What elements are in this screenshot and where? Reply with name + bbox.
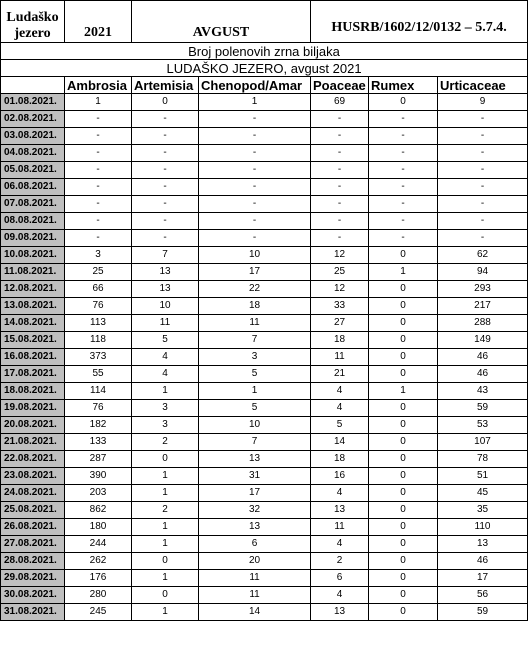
table-row <box>1 536 528 553</box>
value-cell: 35 <box>438 502 528 519</box>
value-cell: 293 <box>438 281 528 298</box>
date-cell: 14.08.2021. <box>1 315 65 332</box>
value-cell: 32 <box>199 502 311 519</box>
table-row <box>1 383 528 400</box>
value-cell: - <box>65 162 132 179</box>
table-row <box>1 604 528 621</box>
value-cell: 0 <box>369 451 438 468</box>
table-row <box>1 434 528 451</box>
value-cell: - <box>369 213 438 230</box>
value-cell: - <box>65 179 132 196</box>
value-cell: 21 <box>311 366 369 383</box>
value-cell: 390 <box>65 468 132 485</box>
value-cell: - <box>132 179 199 196</box>
date-cell: 29.08.2021. <box>1 570 65 587</box>
value-cell: 1 <box>369 264 438 281</box>
value-cell: 11 <box>311 519 369 536</box>
value-cell: 2 <box>132 434 199 451</box>
year-cell: 2021 <box>65 1 132 43</box>
value-cell: - <box>132 128 199 145</box>
date-cell: 26.08.2021. <box>1 519 65 536</box>
value-cell: - <box>369 162 438 179</box>
column-header-row <box>1 77 528 94</box>
value-cell: 12 <box>311 247 369 264</box>
value-cell: - <box>199 213 311 230</box>
value-cell: 1 <box>132 468 199 485</box>
value-cell: - <box>65 128 132 145</box>
value-cell: - <box>438 196 528 213</box>
value-cell: 280 <box>65 587 132 604</box>
value-cell: 4 <box>132 366 199 383</box>
column-header: Urticaceae <box>438 77 528 94</box>
date-cell: 31.08.2021. <box>1 604 65 621</box>
value-cell: - <box>311 213 369 230</box>
value-cell: - <box>369 111 438 128</box>
value-cell: 0 <box>369 366 438 383</box>
value-cell: - <box>369 128 438 145</box>
table-row <box>1 366 528 383</box>
value-cell: 18 <box>199 298 311 315</box>
value-cell: - <box>311 230 369 247</box>
value-cell: 288 <box>438 315 528 332</box>
date-cell: 09.08.2021. <box>1 230 65 247</box>
value-cell: - <box>199 111 311 128</box>
value-cell: 0 <box>369 553 438 570</box>
table-row <box>1 264 528 281</box>
value-cell: 176 <box>65 570 132 587</box>
value-cell: 287 <box>65 451 132 468</box>
value-cell: 1 <box>132 570 199 587</box>
table-row <box>1 485 528 502</box>
value-cell: 46 <box>438 553 528 570</box>
date-cell: 16.08.2021. <box>1 349 65 366</box>
value-cell: - <box>438 111 528 128</box>
value-cell: 114 <box>65 383 132 400</box>
value-cell: - <box>132 162 199 179</box>
value-cell: - <box>438 213 528 230</box>
value-cell: 69 <box>311 94 369 111</box>
value-cell: 0 <box>369 604 438 621</box>
value-cell: 13 <box>199 519 311 536</box>
column-header: Chenopod/Amar <box>199 77 311 94</box>
value-cell: 6 <box>199 536 311 553</box>
value-cell: - <box>199 128 311 145</box>
value-cell: - <box>132 145 199 162</box>
value-cell: 56 <box>438 587 528 604</box>
value-cell: 0 <box>369 587 438 604</box>
value-cell: 59 <box>438 604 528 621</box>
value-cell: - <box>132 213 199 230</box>
value-cell: 113 <box>65 315 132 332</box>
value-cell: 1 <box>132 519 199 536</box>
value-cell: 11 <box>199 587 311 604</box>
value-cell: - <box>65 111 132 128</box>
value-cell: 3 <box>199 349 311 366</box>
value-cell: - <box>199 162 311 179</box>
date-cell: 24.08.2021. <box>1 485 65 502</box>
table-row <box>1 587 528 604</box>
date-cell: 18.08.2021. <box>1 383 65 400</box>
value-cell: 244 <box>65 536 132 553</box>
title-row <box>1 43 528 60</box>
value-cell: 18 <box>311 451 369 468</box>
value-cell: 10 <box>199 247 311 264</box>
table-row <box>1 519 528 536</box>
value-cell: 17 <box>199 264 311 281</box>
value-cell: 0 <box>132 451 199 468</box>
value-cell: 25 <box>311 264 369 281</box>
value-cell: 0 <box>132 553 199 570</box>
value-cell: 13 <box>132 264 199 281</box>
value-cell: 373 <box>65 349 132 366</box>
value-cell: - <box>438 230 528 247</box>
table-row <box>1 298 528 315</box>
value-cell: 1 <box>65 94 132 111</box>
date-cell: 11.08.2021. <box>1 264 65 281</box>
value-cell: 7 <box>132 247 199 264</box>
value-cell: - <box>132 196 199 213</box>
subtitle-row <box>1 60 528 77</box>
value-cell: 17 <box>199 485 311 502</box>
value-cell: 1 <box>199 94 311 111</box>
value-cell: 182 <box>65 417 132 434</box>
table-subtitle: LUDAŠKO JEZERO, avgust 2021 <box>1 60 528 77</box>
date-cell: 10.08.2021. <box>1 247 65 264</box>
table-row <box>1 553 528 570</box>
value-cell: 5 <box>311 417 369 434</box>
date-cell: 23.08.2021. <box>1 468 65 485</box>
date-cell: 30.08.2021. <box>1 587 65 604</box>
table-row <box>1 332 528 349</box>
value-cell: 22 <box>199 281 311 298</box>
value-cell: 1 <box>132 604 199 621</box>
value-cell: 180 <box>65 519 132 536</box>
value-cell: 262 <box>65 553 132 570</box>
value-cell: 203 <box>65 485 132 502</box>
value-cell: - <box>311 128 369 145</box>
value-cell: - <box>65 196 132 213</box>
table-row <box>1 179 528 196</box>
location-line2: jezero <box>14 26 51 41</box>
value-cell: 6 <box>311 570 369 587</box>
value-cell: 10 <box>132 298 199 315</box>
value-cell: 20 <box>199 553 311 570</box>
value-cell: 118 <box>65 332 132 349</box>
table-row <box>1 400 528 417</box>
value-cell: 0 <box>369 570 438 587</box>
document-code: HUSRB/1602/12/0132 – 5.7.4. <box>311 1 528 43</box>
value-cell: 13 <box>438 536 528 553</box>
date-cell: 04.08.2021. <box>1 145 65 162</box>
value-cell: 0 <box>369 502 438 519</box>
location-cell <box>1 1 65 43</box>
value-cell: 0 <box>369 281 438 298</box>
value-cell: 78 <box>438 451 528 468</box>
value-cell: 33 <box>311 298 369 315</box>
value-cell: 11 <box>199 315 311 332</box>
value-cell: 43 <box>438 383 528 400</box>
table-row <box>1 247 528 264</box>
value-cell: - <box>311 162 369 179</box>
date-cell: 06.08.2021. <box>1 179 65 196</box>
value-cell: - <box>311 111 369 128</box>
value-cell: 1 <box>132 536 199 553</box>
value-cell: 51 <box>438 468 528 485</box>
value-cell: 1 <box>132 485 199 502</box>
table-row <box>1 502 528 519</box>
value-cell: 66 <box>65 281 132 298</box>
value-cell: 55 <box>65 366 132 383</box>
value-cell: - <box>199 145 311 162</box>
value-cell: 10 <box>199 417 311 434</box>
value-cell: 53 <box>438 417 528 434</box>
value-cell: 4 <box>311 536 369 553</box>
value-cell: 4 <box>132 349 199 366</box>
date-cell: 15.08.2021. <box>1 332 65 349</box>
table-row <box>1 128 528 145</box>
value-cell: 0 <box>369 315 438 332</box>
value-cell: - <box>438 145 528 162</box>
location-line1: Ludaško <box>6 10 59 25</box>
value-cell: 0 <box>369 247 438 264</box>
value-cell: 0 <box>369 400 438 417</box>
value-cell: 11 <box>311 349 369 366</box>
value-cell: 76 <box>65 400 132 417</box>
value-cell: 133 <box>65 434 132 451</box>
value-cell: 4 <box>311 485 369 502</box>
value-cell: 7 <box>199 434 311 451</box>
value-cell: 7 <box>199 332 311 349</box>
value-cell: - <box>438 179 528 196</box>
value-cell: - <box>199 230 311 247</box>
date-cell: 12.08.2021. <box>1 281 65 298</box>
value-cell: 45 <box>438 485 528 502</box>
value-cell: 217 <box>438 298 528 315</box>
value-cell: 107 <box>438 434 528 451</box>
value-cell: - <box>311 196 369 213</box>
value-cell: 46 <box>438 349 528 366</box>
date-cell: 02.08.2021. <box>1 111 65 128</box>
value-cell: 0 <box>369 434 438 451</box>
value-cell: 0 <box>369 519 438 536</box>
table-row <box>1 315 528 332</box>
value-cell: 13 <box>311 604 369 621</box>
value-cell: 13 <box>199 451 311 468</box>
date-cell: 27.08.2021. <box>1 536 65 553</box>
value-cell: 149 <box>438 332 528 349</box>
value-cell: 0 <box>369 536 438 553</box>
value-cell: 1 <box>369 383 438 400</box>
value-cell: 0 <box>132 94 199 111</box>
value-cell: 25 <box>65 264 132 281</box>
value-cell: - <box>65 230 132 247</box>
value-cell: - <box>438 162 528 179</box>
date-cell: 01.08.2021. <box>1 94 65 111</box>
table-row <box>1 162 528 179</box>
value-cell: - <box>369 196 438 213</box>
table-row <box>1 111 528 128</box>
value-cell: 4 <box>311 587 369 604</box>
date-cell: 13.08.2021. <box>1 298 65 315</box>
value-cell: - <box>369 179 438 196</box>
column-header: Rumex <box>369 77 438 94</box>
table-row <box>1 281 528 298</box>
value-cell: 0 <box>369 332 438 349</box>
value-cell: 12 <box>311 281 369 298</box>
value-cell: - <box>132 111 199 128</box>
value-cell: 5 <box>199 366 311 383</box>
value-cell: - <box>311 179 369 196</box>
header-row <box>1 1 528 43</box>
date-cell: 28.08.2021. <box>1 553 65 570</box>
value-cell: 17 <box>438 570 528 587</box>
date-cell: 17.08.2021. <box>1 366 65 383</box>
table-row <box>1 213 528 230</box>
value-cell: 245 <box>65 604 132 621</box>
value-cell: 94 <box>438 264 528 281</box>
value-cell: 16 <box>311 468 369 485</box>
date-cell: 22.08.2021. <box>1 451 65 468</box>
table-row <box>1 94 528 111</box>
value-cell: - <box>65 145 132 162</box>
value-cell: 13 <box>311 502 369 519</box>
value-cell: 14 <box>199 604 311 621</box>
value-cell: 3 <box>132 400 199 417</box>
value-cell: 46 <box>438 366 528 383</box>
month-cell: AVGUST <box>132 1 311 43</box>
value-cell: - <box>438 128 528 145</box>
value-cell: 2 <box>132 502 199 519</box>
value-cell: - <box>199 179 311 196</box>
value-cell: 5 <box>132 332 199 349</box>
table-row <box>1 451 528 468</box>
value-cell: 11 <box>199 570 311 587</box>
value-cell: 3 <box>65 247 132 264</box>
value-cell: 862 <box>65 502 132 519</box>
value-cell: 1 <box>199 383 311 400</box>
table-title: Broj polenovih zrna biljaka <box>1 43 528 60</box>
table-row <box>1 349 528 366</box>
date-cell: 05.08.2021. <box>1 162 65 179</box>
value-cell: 27 <box>311 315 369 332</box>
date-cell: 19.08.2021. <box>1 400 65 417</box>
value-cell: 3 <box>132 417 199 434</box>
value-cell: 5 <box>199 400 311 417</box>
value-cell: 0 <box>369 94 438 111</box>
value-cell: - <box>311 145 369 162</box>
date-cell: 03.08.2021. <box>1 128 65 145</box>
value-cell: 0 <box>369 468 438 485</box>
column-header: Poaceae <box>311 77 369 94</box>
value-cell: 0 <box>132 587 199 604</box>
value-cell: - <box>132 230 199 247</box>
value-cell: 13 <box>132 281 199 298</box>
value-cell: 31 <box>199 468 311 485</box>
column-header: Ambrosia <box>65 77 132 94</box>
value-cell: 76 <box>65 298 132 315</box>
table-row <box>1 196 528 213</box>
date-cell: 21.08.2021. <box>1 434 65 451</box>
value-cell: 110 <box>438 519 528 536</box>
value-cell: 4 <box>311 383 369 400</box>
date-cell: 25.08.2021. <box>1 502 65 519</box>
value-cell: 0 <box>369 417 438 434</box>
date-cell: 20.08.2021. <box>1 417 65 434</box>
value-cell: - <box>369 230 438 247</box>
value-cell: 14 <box>311 434 369 451</box>
value-cell: 62 <box>438 247 528 264</box>
value-cell: 0 <box>369 349 438 366</box>
value-cell: 59 <box>438 400 528 417</box>
table-row <box>1 468 528 485</box>
value-cell: 9 <box>438 94 528 111</box>
value-cell: 1 <box>132 383 199 400</box>
date-cell: 08.08.2021. <box>1 213 65 230</box>
value-cell: 18 <box>311 332 369 349</box>
table-row <box>1 145 528 162</box>
value-cell: 2 <box>311 553 369 570</box>
column-header: Artemisia <box>132 77 199 94</box>
table-row <box>1 570 528 587</box>
value-cell: - <box>65 213 132 230</box>
table-row <box>1 417 528 434</box>
table-row <box>1 230 528 247</box>
value-cell: 0 <box>369 298 438 315</box>
date-cell: 07.08.2021. <box>1 196 65 213</box>
date-column-header <box>1 77 65 94</box>
value-cell: 4 <box>311 400 369 417</box>
value-cell: 11 <box>132 315 199 332</box>
value-cell: - <box>369 145 438 162</box>
value-cell: - <box>199 196 311 213</box>
value-cell: 0 <box>369 485 438 502</box>
